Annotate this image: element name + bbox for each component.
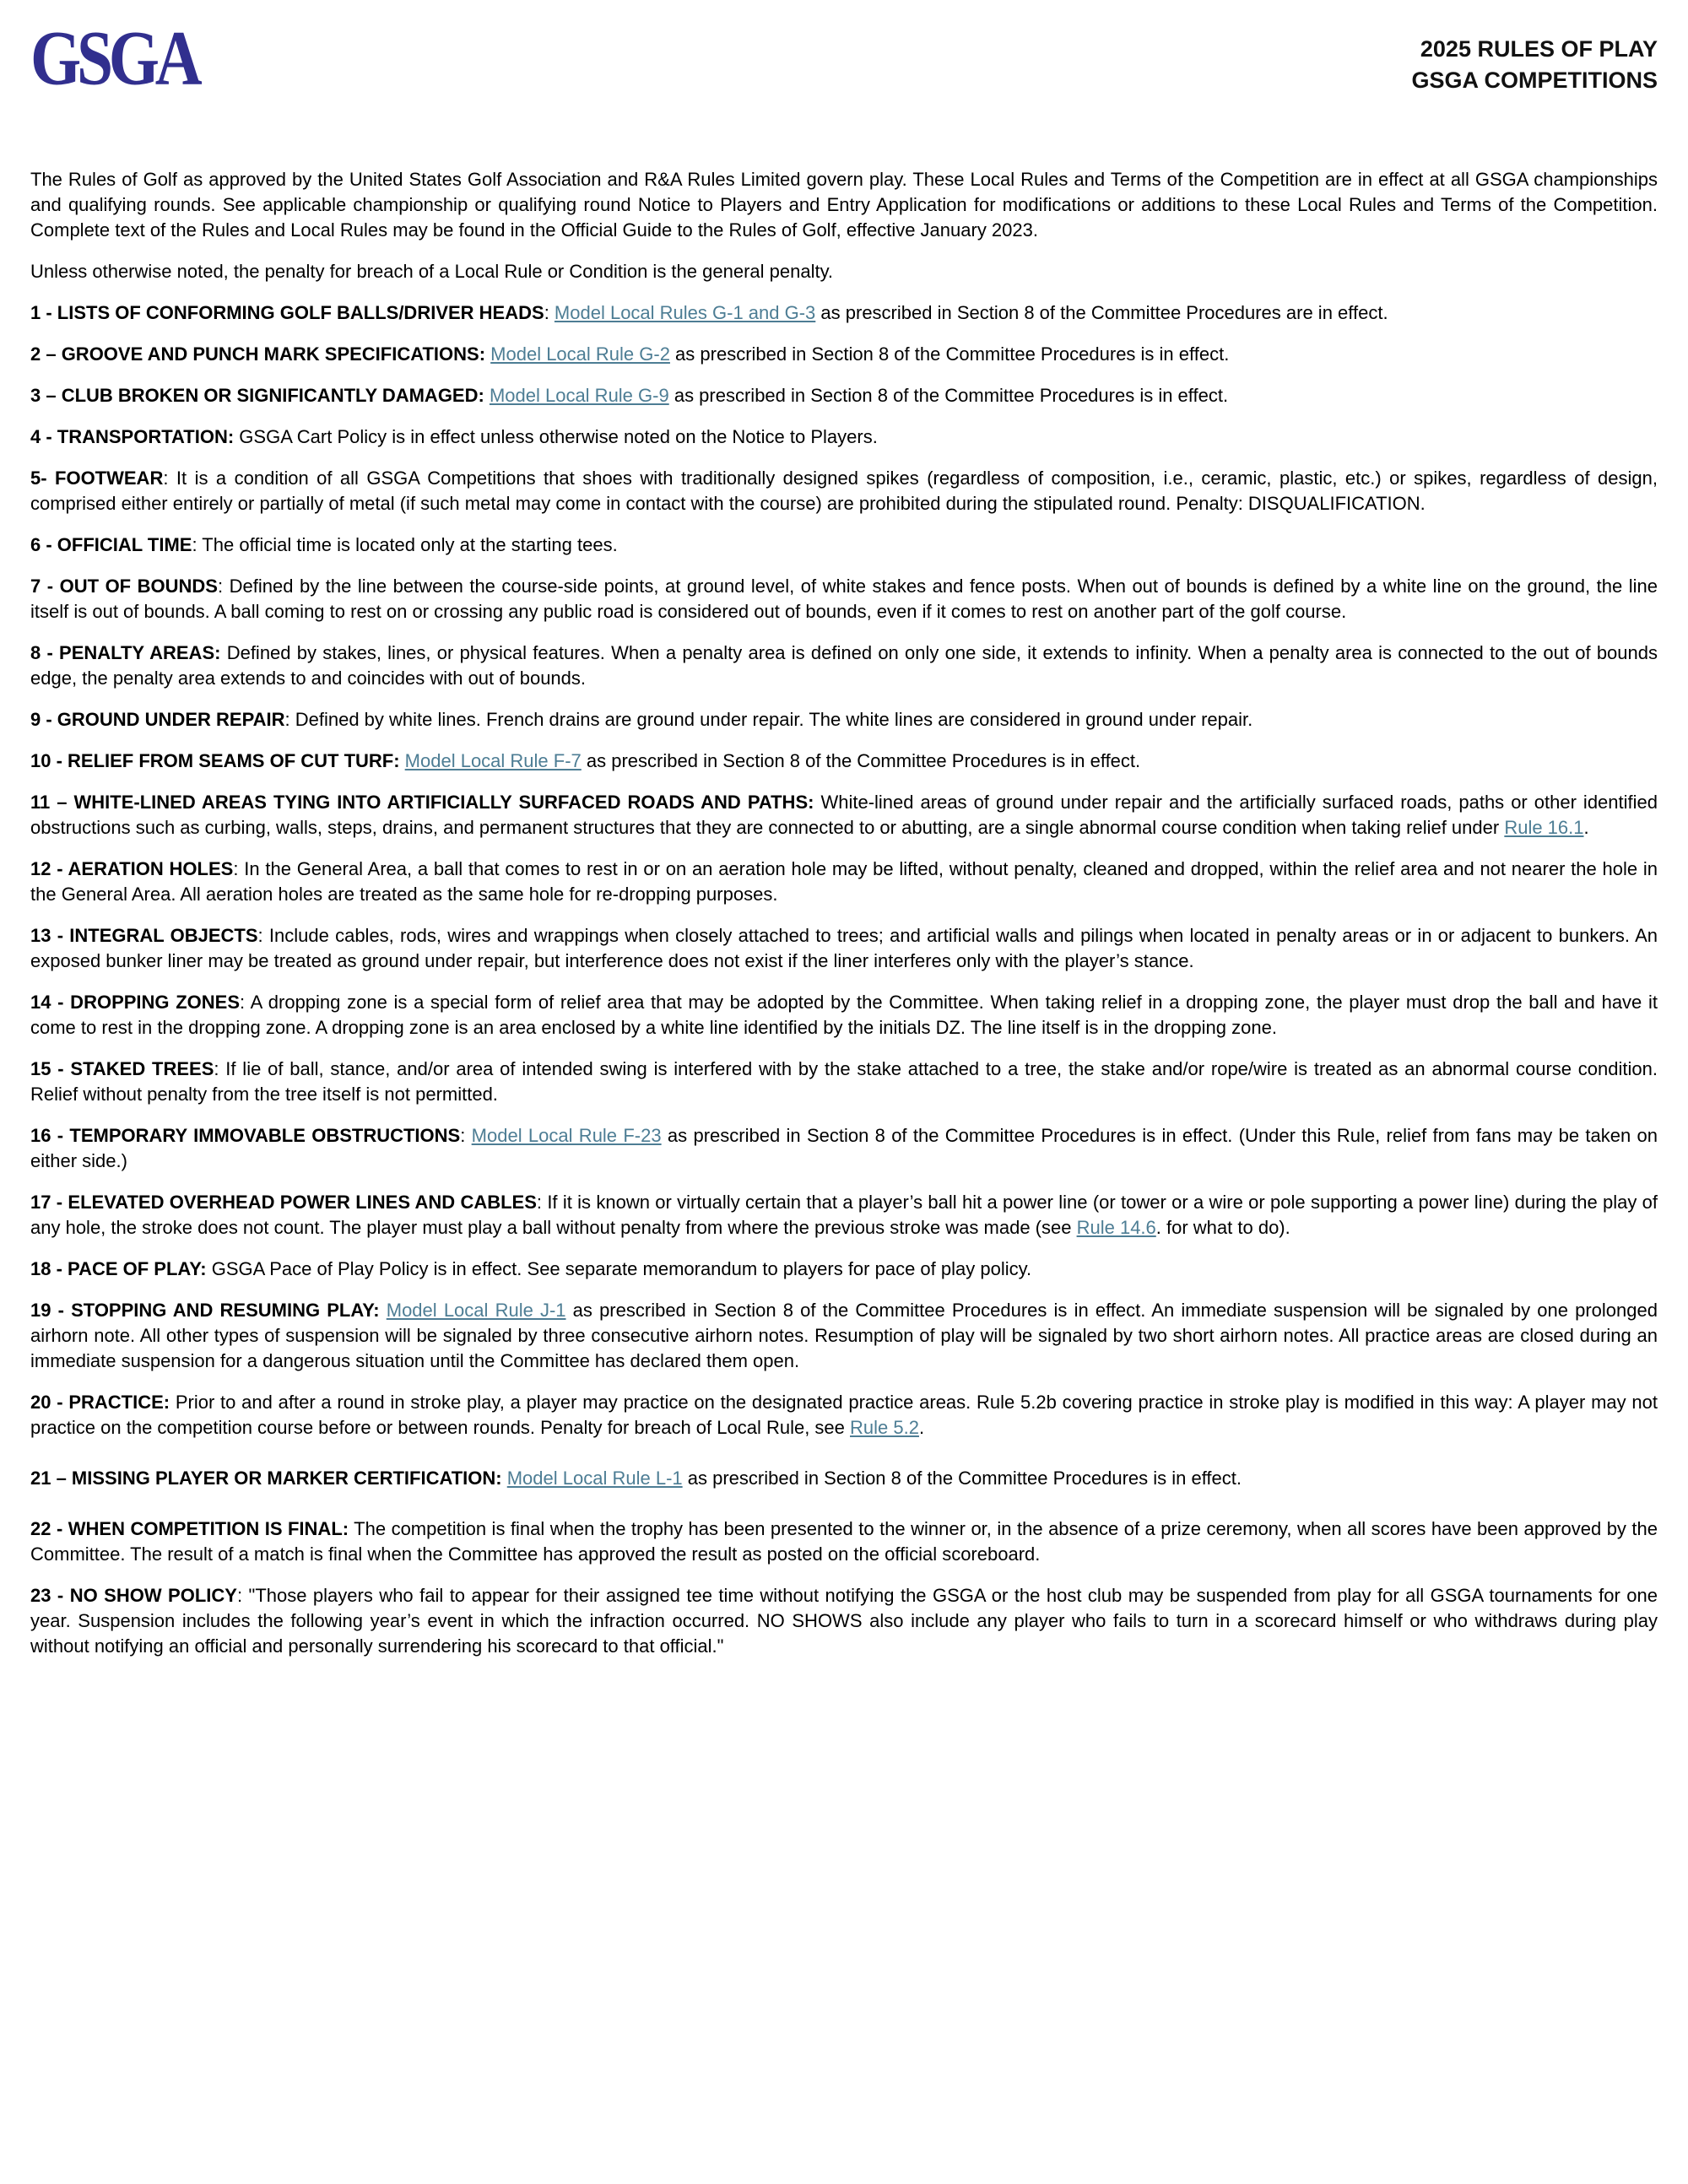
body-text: : "Those players who fail to appear for their assigned tee time without notifying the GSGA or the host club may be suspended from play for all GSGA tournaments for one year. Suspension includes the following year’s event in which the infraction occurred. NO SHOWS also include any player who fails to turn in a scorecard himself or who withdraws during play without notifying an official and personally surrendering his scorecard to that official." [30,1585,1658,1657]
gsga-logo: GSGA [30,15,198,102]
rule-23-no-show-policy [30,1583,1658,1659]
rule-heading: 6 - OFFICIAL TIME [30,534,192,555]
body-text: as prescribed in Section 8 of the Committee Procedures is in effect. [581,750,1141,771]
page-title-line1: 2025 RULES OF PLAY [1420,36,1658,62]
body-text: The Rules of Golf as approved by the United States Golf Association and R&A Rules Limited govern play. These Local Rules and Terms of the Competition are in effect at all GSGA championships and qualifying rounds. See applicable championship or qualifying round Notice to Players and Entry Application for modifications or additions to these Local Rules and Terms of the Competition. Complete text of the Rules and Local Rules may be found in the Official Guide to the Rules of Golf, effective January 2023. [30,169,1658,241]
rule-link[interactable]: Model Local Rules G-1 and G-3 [554,302,816,323]
rule-heading: 11 – WHITE-LINED AREAS TYING INTO ARTIFICIALLY SURFACED ROADS AND PATHS: [30,792,814,813]
body-text: : The official time is located only at the starting tees. [192,534,618,555]
body-text: : If lie of ball, stance, and/or area of intended swing is interfered with by the stake attached to a tree, the stake and/or rope/wire is treated as an abnormal course condition. Relief without penalty from the tree itself is not permitted. [30,1058,1658,1105]
rule-5-footwear [30,466,1658,516]
rule-8-penalty-areas [30,641,1658,691]
rule-11-white-lined-areas [30,790,1658,841]
rule-link[interactable]: Model Local Rule F-23 [471,1125,662,1146]
body-text: : Defined by the line between the course-side points, at ground level, of white stakes and fence posts. When out of bounds is defined by a white line on the ground, the line itself is out of bounds. A ball coming to rest on or crossing any public road is considered out of bounds, even if it comes to rest on another part of the golf course. [30,576,1658,622]
body-text: as prescribed in Section 8 of the Committee Procedures is in effect. [668,385,1229,406]
body-text: : Defined by white lines. French drains are ground under repair. The white lines are considered in ground under repair. [284,709,1253,730]
rule-18-pace-of-play [30,1257,1658,1282]
body-text: : A dropping zone is a special form of relief area that may be adopted by the Committee. When taking relief in a dropping zone, the player must drop the ball and have it come to rest in the dropping zone. A dropping zone is an area enclosed by a white line identified by the initials DZ. The line itself is in the dropping zone. [30,992,1658,1038]
body-text: : It is a condition of all GSGA Competitions that shoes with traditionally designed spikes (regardless of composition, i.e., ceramic, plastic, etc.) or spikes, regardless of design, comprised either entirely or partially of metal (if such metal may come in contact with the course) are prohibited during the stipulated round. Penalty: DISQUALIFICATION. [30,468,1658,514]
rule-heading: 16 - TEMPORARY IMMOVABLE OBSTRUCTIONS [30,1125,461,1146]
rule-heading: 8 - PENALTY AREAS: [30,642,221,663]
rule-heading: 7 - OUT OF BOUNDS [30,576,218,597]
body-text: as prescribed in Section 8 of the Committee Procedures is in effect. An immediate suspension will be signaled by one prolonged airhorn note. All other types of suspension will be signaled by three consecutive airhorn notes. Resumption of play will be signaled by two short airhorn notes. All practice areas are closed during an immediate suspension for a dangerous situation until the Committee has declared them open. [30,1300,1658,1371]
rule-heading: 15 - STAKED TREES [30,1058,214,1079]
body-text: Prior to and after a round in stroke play, a player may practice on the designated practice areas. Rule 5.2b covering practice in stroke play is modified in this way: A player may not practice on the competition course before or between rounds. Penalty for breach of Local Rule, see [30,1392,1658,1438]
body-text: Unless otherwise noted, the penalty for breach of a Local Rule or Condition is the general penalty. [30,261,834,282]
body-text: GSGA Pace of Play Policy is in effect. See separate memorandum to players for pace of play policy. [206,1258,1032,1279]
rule-heading: 12 - AERATION HOLES [30,858,234,879]
rule-link[interactable]: Rule 16.1 [1504,817,1584,838]
rule-link[interactable]: Model Local Rule L-1 [506,1468,683,1489]
rule-heading: 18 - PACE OF PLAY: [30,1258,207,1279]
rule-heading: 9 - GROUND UNDER REPAIR [30,709,285,730]
rule-heading: 14 - DROPPING ZONES [30,992,241,1013]
rule-20-practice [30,1390,1658,1441]
body-text: as prescribed in Section 8 of the Committee Procedures is in effect. [669,343,1230,365]
body-text: : Include cables, rods, wires and wrappings when closely attached to trees; and artificial walls and pilings when located in penalty areas or in or adjacent to bunkers. An exposed bunker liner may be treated as ground under repair, but interference does not exist if the liner interferes only with the player’s stance. [30,925,1658,971]
rule-14-dropping-zones [30,990,1658,1041]
body-text: . [1583,817,1589,838]
body-text: . [918,1417,925,1438]
rule-9-ground-under-repair [30,707,1658,733]
page-title [1411,34,1658,96]
rule-16-temporary-immovable-obstructions [30,1123,1658,1174]
rule-heading: 3 – CLUB BROKEN OR SIGNIFICANTLY DAMAGED: [30,385,490,406]
rule-link[interactable]: Model Local Rule G-2 [490,343,670,365]
rule-2-groove-punch-mark [30,342,1658,367]
rule-link[interactable]: Model Local Rule G-9 [489,385,669,406]
rule-heading: 23 - NO SHOW POLICY [30,1585,237,1606]
body-text: as prescribed in Section 8 of the Committee Procedures are in effect. [815,302,1388,323]
body-text: White-lined areas of ground under repair and the artificially surfaced roads, paths or other identified obstructions such as curbing, walls, steps, drains, and permanent structures that they are connected to or abutting, are a single abnormal course condition when taking relief under [30,792,1658,838]
intro-paragraph [30,167,1658,243]
rule-10-seams-of-cut-turf [30,749,1658,774]
body-text: as prescribed in Section 8 of the Committee Procedures is in effect. [682,1468,1242,1489]
body-text: : In the General Area, a ball that comes to rest in or on an aeration hole may be lifted, without penalty, cleaned and dropped, within the relief area and not nearer the hole in the General Area. All aeration holes are treated as the same hole for re-dropping purposes. [30,858,1658,905]
rule-15-staked-trees [30,1057,1658,1107]
rule-7-out-of-bounds [30,574,1658,624]
rule-link[interactable]: Rule 5.2 [850,1417,919,1438]
rule-1-conforming-balls [30,300,1658,326]
rule-heading: 1 - LISTS OF CONFORMING GOLF BALLS/DRIVER HEADS [30,302,544,323]
document-header [30,15,1658,102]
rule-3-club-broken [30,383,1658,408]
rule-heading: 20 - PRACTICE: [30,1392,170,1413]
penalty-note-paragraph [30,259,1658,284]
rule-17-overhead-power-lines [30,1190,1658,1241]
rule-heading: 19 - STOPPING AND RESUMING PLAY: [30,1300,387,1321]
body-text: as prescribed in Section 8 of the Committee Procedures is in effect. (Under this Rule, relief from fans may be taken on either side.) [30,1125,1658,1171]
rule-19-stopping-resuming-play [30,1298,1658,1374]
body-text: : [460,1125,472,1146]
rule-heading: 13 - INTEGRAL OBJECTS [30,925,258,946]
document-body [30,167,1658,1659]
rule-22-when-competition-final [30,1516,1658,1567]
body-text: GSGA Cart Policy is in effect unless otherwise noted on the Notice to Players. [234,426,878,447]
body-text: : [544,302,555,323]
rule-link[interactable]: Rule 14.6 [1076,1217,1156,1238]
rule-6-official-time [30,532,1658,558]
rule-link[interactable]: Model Local Rule J-1 [386,1300,566,1321]
rule-heading: 5- FOOTWEAR [30,468,164,489]
body-text: The competition is final when the trophy has been presented to the winner or, in the absence of a prize ceremony, when all scores have been approved by the Committee. The result of a match is final when the Committee has approved the result as posted on the official scoreboard. [30,1518,1658,1565]
rule-heading: 10 - RELIEF FROM SEAMS OF CUT TURF: [30,750,405,771]
rule-heading: 2 – GROOVE AND PUNCH MARK SPECIFICATIONS: [30,343,491,365]
rule-21-missing-player-marker [30,1466,1658,1491]
body-text: : If it is known or virtually certain that a player’s ball hit a power line (or tower or a wire or pole supporting a power line) during the play of any hole, the stroke does not count. The player must play a ball without penalty from where the previous stroke was made (see [30,1192,1658,1238]
page-title-line2: GSGA COMPETITIONS [1411,68,1658,93]
rule-heading: 4 - TRANSPORTATION: [30,426,235,447]
rule-heading: 21 – MISSING PLAYER OR MARKER CERTIFICATION: [30,1468,507,1489]
rule-12-aeration-holes [30,857,1658,907]
body-text: . for what to do). [1155,1217,1290,1238]
rule-heading: 22 - WHEN COMPETITION IS FINAL: [30,1518,349,1539]
rule-heading: 17 - ELEVATED OVERHEAD POWER LINES AND CABLES [30,1192,537,1213]
rule-13-integral-objects [30,923,1658,974]
body-text: Defined by stakes, lines, or physical features. When a penalty area is defined on only one side, it extends to infinity. When a penalty area is connected to the out of bounds edge, the penalty area extends to and coincides with out of bounds. [30,642,1658,689]
rule-link[interactable]: Model Local Rule F-7 [404,750,582,771]
rule-4-transportation [30,424,1658,450]
